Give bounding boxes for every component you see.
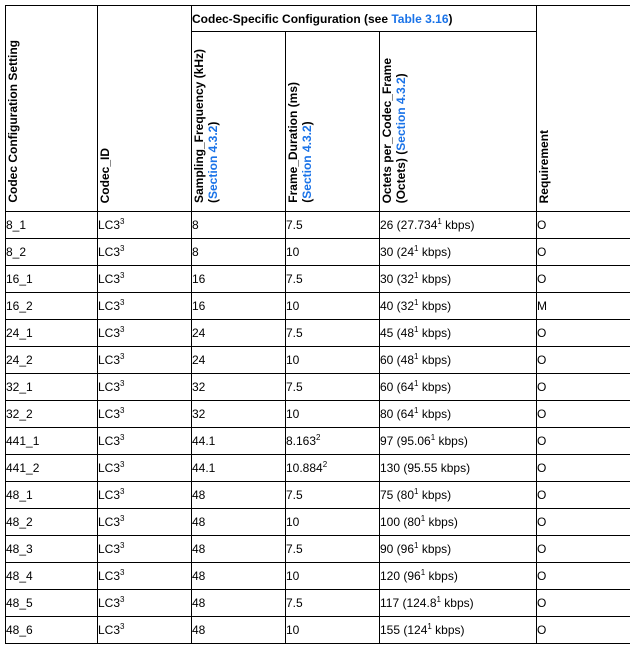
octets-value: 30 (24 xyxy=(380,245,415,259)
setting-value: 48_3 xyxy=(6,542,33,556)
frame-value: 10 xyxy=(286,569,300,583)
octets-footnote: 1 xyxy=(414,406,419,415)
octets-value: 90 (96 xyxy=(380,542,415,556)
cell-codec-id xyxy=(98,455,192,482)
header-requirement xyxy=(537,6,630,212)
freq-value: 8 xyxy=(192,218,199,232)
codec-footnote: 3 xyxy=(120,433,125,442)
octets-value: 75 (80 xyxy=(380,488,415,502)
requirement-value: O xyxy=(537,218,547,232)
frame-value: 7.5 xyxy=(286,542,303,556)
table-row xyxy=(6,455,630,482)
cell-frame-duration xyxy=(286,617,380,644)
octets-suffix: kbps) xyxy=(418,299,452,313)
sampling-ref-close: ) xyxy=(206,121,220,126)
octets-footnote: 1 xyxy=(414,325,419,334)
requirement-value: O xyxy=(537,272,547,286)
octets-footnote: 1 xyxy=(414,271,419,280)
cell-setting xyxy=(6,617,98,644)
cell-setting xyxy=(6,347,98,374)
cell-frame-duration xyxy=(286,347,380,374)
setting-value: 8_1 xyxy=(6,218,27,232)
requirement-value: O xyxy=(537,542,547,556)
octets-footnote: 1 xyxy=(437,217,442,226)
codec-value: LC3 xyxy=(98,299,121,313)
codec-footnote: 3 xyxy=(120,298,125,307)
octets-value: 40 (32 xyxy=(380,299,415,313)
codec-value: LC3 xyxy=(98,353,121,367)
setting-value: 24_1 xyxy=(6,326,33,340)
table-row xyxy=(6,401,630,428)
octets-value: 30 (32 xyxy=(380,272,415,286)
requirement-value: O xyxy=(537,461,547,475)
frame-value: 10.884 xyxy=(286,461,323,475)
freq-value: 32 xyxy=(192,407,206,421)
octets-suffix: kbps) xyxy=(418,245,452,259)
cell-requirement xyxy=(537,320,630,347)
cell-requirement xyxy=(537,239,630,266)
freq-value: 24 xyxy=(192,353,206,367)
header-octets-text: Octets per_Codec_Frame xyxy=(380,57,394,203)
table-row xyxy=(6,320,630,347)
cell-setting xyxy=(6,320,98,347)
cell-setting xyxy=(6,536,98,563)
cell-codec-id xyxy=(98,293,192,320)
frame-value: 8.163 xyxy=(286,434,317,448)
table-row xyxy=(6,590,630,617)
setting-value: 16_1 xyxy=(6,272,33,286)
cell-octets xyxy=(380,428,537,455)
cell-octets xyxy=(380,347,537,374)
header-sampling-frequency xyxy=(192,32,286,212)
cell-codec-id xyxy=(98,590,192,617)
freq-value: 48 xyxy=(192,542,206,556)
cell-octets xyxy=(380,590,537,617)
frame-ref-open: ( xyxy=(300,199,314,203)
frame-footnote: 2 xyxy=(316,433,321,442)
frame-value: 7.5 xyxy=(286,326,303,340)
cell-frame-duration xyxy=(286,509,380,536)
cell-requirement xyxy=(537,509,630,536)
octets-suffix: kbps) xyxy=(418,488,452,502)
freq-value: 16 xyxy=(192,299,206,313)
setting-value: 48_5 xyxy=(6,596,33,610)
codec-footnote: 3 xyxy=(120,541,125,550)
codec-configuration-table xyxy=(5,5,630,644)
freq-value: 8 xyxy=(192,245,199,259)
table-row xyxy=(6,482,630,509)
codec-value: LC3 xyxy=(98,245,121,259)
header-codec-specific-configuration xyxy=(192,6,537,32)
octets-ref-close: ) xyxy=(394,72,408,77)
setting-value: 24_2 xyxy=(6,353,33,367)
octets-footnote: 1 xyxy=(420,514,426,523)
cell-codec-id xyxy=(98,428,192,455)
requirement-value: O xyxy=(537,380,547,394)
codec-value: LC3 xyxy=(98,218,121,232)
table-row xyxy=(6,347,630,374)
cell-setting xyxy=(6,563,98,590)
setting-value: 441_1 xyxy=(6,434,40,448)
cell-setting xyxy=(6,455,98,482)
codec-value: LC3 xyxy=(98,434,121,448)
cell-frame-duration xyxy=(286,428,380,455)
codec-footnote: 3 xyxy=(120,244,125,253)
codec-value: LC3 xyxy=(98,488,121,502)
cell-octets xyxy=(380,401,537,428)
codec-footnote: 3 xyxy=(120,379,125,388)
cell-octets xyxy=(380,482,537,509)
requirement-value: O xyxy=(537,353,547,367)
octets-suffix: kbps) xyxy=(418,380,452,394)
cell-codec-id xyxy=(98,536,192,563)
frame-value: 7.5 xyxy=(286,272,303,286)
cell-octets xyxy=(380,266,537,293)
codec-footnote: 3 xyxy=(120,514,125,523)
codec-value: LC3 xyxy=(98,326,121,340)
requirement-value: O xyxy=(537,488,547,502)
frame-value: 10 xyxy=(286,515,300,529)
codec-footnote: 3 xyxy=(120,352,125,361)
octets-value: 45 (48 xyxy=(380,326,415,340)
octets-suffix: kbps) xyxy=(440,596,474,610)
table-body xyxy=(6,212,630,644)
codec-value: LC3 xyxy=(98,272,121,286)
cell-sampling-frequency xyxy=(192,266,286,293)
setting-value: 8_2 xyxy=(6,245,27,259)
freq-value: 48 xyxy=(192,596,206,610)
octets-value: 100 (80 xyxy=(380,515,421,529)
octets-suffix: kbps) xyxy=(418,272,452,286)
octets-suffix: kbps) xyxy=(425,515,458,529)
cell-codec-id xyxy=(98,563,192,590)
setting-value: 48_6 xyxy=(6,623,33,637)
cell-sampling-frequency xyxy=(192,536,286,563)
table-row xyxy=(6,428,630,455)
octets-section-link[interactable]: Section 4.3.2 xyxy=(394,76,408,151)
freq-value: 48 xyxy=(192,515,206,529)
codec-footnote: 3 xyxy=(120,325,125,334)
octets-value: 117 (124.8 xyxy=(380,596,437,610)
cell-frame-duration xyxy=(286,536,380,563)
frame-value: 7.5 xyxy=(286,488,303,502)
cell-sampling-frequency xyxy=(192,239,286,266)
header-requirement-text: Requirement xyxy=(537,129,552,203)
cell-sampling-frequency xyxy=(192,563,286,590)
cell-octets xyxy=(380,617,537,644)
frame-value: 7.5 xyxy=(286,218,303,232)
freq-value: 48 xyxy=(192,623,206,637)
freq-value: 44.1 xyxy=(192,434,216,448)
octets-value: 60 (64 xyxy=(380,380,415,394)
octets-footnote: 1 xyxy=(420,568,426,577)
cell-sampling-frequency xyxy=(192,482,286,509)
table-row xyxy=(6,374,630,401)
octets-value: 130 (95.55 kbps) xyxy=(380,461,471,475)
cell-codec-id xyxy=(98,374,192,401)
octets-line2-prefix: (Octets) ( xyxy=(394,150,408,203)
cell-codec-id xyxy=(98,401,192,428)
octets-footnote: 1 xyxy=(427,622,432,631)
cell-requirement xyxy=(537,347,630,374)
cell-frame-duration xyxy=(286,212,380,239)
codec-value: LC3 xyxy=(98,623,121,637)
group-prefix: Codec-Specific Configuration (see xyxy=(192,11,392,26)
cell-setting xyxy=(6,482,98,509)
cell-requirement xyxy=(537,482,630,509)
octets-footnote: 1 xyxy=(414,352,419,361)
freq-value: 32 xyxy=(192,380,206,394)
codec-value: LC3 xyxy=(98,515,121,529)
codec-value: LC3 xyxy=(98,542,121,556)
sampling-ref-open: ( xyxy=(206,199,220,203)
frame-value: 10 xyxy=(286,353,300,367)
codec-footnote: 3 xyxy=(120,406,125,415)
cell-setting xyxy=(6,239,98,266)
octets-suffix: kbps) xyxy=(431,623,465,637)
octets-footnote: 1 xyxy=(414,298,419,307)
octets-suffix: kbps) xyxy=(418,326,452,340)
cell-frame-duration xyxy=(286,320,380,347)
freq-value: 24 xyxy=(192,326,206,340)
frame-value: 10 xyxy=(286,299,300,313)
cell-requirement xyxy=(537,401,630,428)
cell-codec-id xyxy=(98,482,192,509)
requirement-value: O xyxy=(537,245,547,259)
codec-value: LC3 xyxy=(98,569,121,583)
cell-codec-id xyxy=(98,239,192,266)
freq-value: 48 xyxy=(192,569,206,583)
header-setting xyxy=(6,6,98,212)
header-codec-id xyxy=(98,6,192,212)
freq-value: 16 xyxy=(192,272,206,286)
cell-codec-id xyxy=(98,617,192,644)
setting-value: 48_1 xyxy=(6,488,33,502)
cell-setting xyxy=(6,212,98,239)
cell-frame-duration xyxy=(286,455,380,482)
table-row xyxy=(6,266,630,293)
setting-value: 48_4 xyxy=(6,569,33,583)
header-frame-duration xyxy=(286,32,380,212)
frame-value: 7.5 xyxy=(286,596,303,610)
requirement-value: M xyxy=(537,299,548,313)
table-row xyxy=(6,509,630,536)
cell-codec-id xyxy=(98,266,192,293)
cell-sampling-frequency xyxy=(192,590,286,617)
table-3-16-link[interactable]: Table 3.16 xyxy=(391,11,449,26)
table-row xyxy=(6,239,630,266)
cell-codec-id xyxy=(98,347,192,374)
frame-footnote: 2 xyxy=(322,460,328,469)
cell-octets xyxy=(380,374,537,401)
octets-value: 155 (124 xyxy=(380,623,428,637)
codec-footnote: 3 xyxy=(120,217,125,226)
codec-footnote: 3 xyxy=(120,568,125,577)
codec-value: LC3 xyxy=(98,596,121,610)
table-row xyxy=(6,536,630,563)
requirement-value: O xyxy=(537,623,547,637)
octets-suffix: kbps) xyxy=(441,218,475,232)
requirement-value: O xyxy=(537,569,547,583)
setting-value: 441_2 xyxy=(6,461,40,475)
codec-footnote: 3 xyxy=(120,595,125,604)
octets-value: 26 (27.734 xyxy=(380,218,438,232)
requirement-value: O xyxy=(537,515,547,529)
cell-sampling-frequency xyxy=(192,212,286,239)
frame-value: 10 xyxy=(286,623,300,637)
octets-suffix: kbps) xyxy=(425,569,458,583)
cell-sampling-frequency xyxy=(192,509,286,536)
cell-octets xyxy=(380,320,537,347)
octets-footnote: 1 xyxy=(414,487,419,496)
cell-octets xyxy=(380,563,537,590)
cell-sampling-frequency xyxy=(192,293,286,320)
cell-setting xyxy=(6,266,98,293)
codec-footnote: 3 xyxy=(120,487,125,496)
requirement-value: O xyxy=(537,407,547,421)
setting-value: 32_1 xyxy=(6,380,33,394)
cell-codec-id xyxy=(98,320,192,347)
cell-setting xyxy=(6,374,98,401)
octets-footnote: 1 xyxy=(430,433,436,442)
cell-octets xyxy=(380,293,537,320)
table-row xyxy=(6,212,630,239)
cell-requirement xyxy=(537,428,630,455)
frame-value: 10 xyxy=(286,245,300,259)
cell-setting xyxy=(6,509,98,536)
cell-sampling-frequency xyxy=(192,347,286,374)
frame-value: 7.5 xyxy=(286,380,303,394)
setting-value: 32_2 xyxy=(6,407,33,421)
cell-sampling-frequency xyxy=(192,320,286,347)
header-frame-text: Frame_Duration (ms) xyxy=(286,82,300,203)
cell-frame-duration xyxy=(286,374,380,401)
cell-frame-duration xyxy=(286,239,380,266)
group-suffix: ) xyxy=(448,11,453,26)
freq-value: 44.1 xyxy=(192,461,216,475)
codec-value: LC3 xyxy=(98,407,121,421)
cell-sampling-frequency xyxy=(192,428,286,455)
table-row xyxy=(6,617,630,644)
cell-octets xyxy=(380,509,537,536)
cell-frame-duration xyxy=(286,266,380,293)
sampling-section-link[interactable]: Section 4.3.2 xyxy=(206,125,220,199)
cell-sampling-frequency xyxy=(192,617,286,644)
cell-requirement xyxy=(537,266,630,293)
cell-setting xyxy=(6,590,98,617)
requirement-value: O xyxy=(537,434,547,448)
header-codec-id-text: Codec_ID xyxy=(98,147,112,203)
header-setting-text: Codec Configuration Setting xyxy=(6,40,20,203)
codec-footnote: 3 xyxy=(120,622,125,631)
setting-value: 16_2 xyxy=(6,299,33,313)
octets-value: 97 (95.06 xyxy=(380,434,431,448)
cell-requirement xyxy=(537,455,630,482)
cell-frame-duration xyxy=(286,482,380,509)
cell-codec-id xyxy=(98,509,192,536)
cell-requirement xyxy=(537,590,630,617)
octets-footnote: 1 xyxy=(414,541,419,550)
table-row xyxy=(6,293,630,320)
octets-suffix: kbps) xyxy=(418,542,452,556)
cell-octets xyxy=(380,536,537,563)
table-row xyxy=(6,563,630,590)
octets-suffix: kbps) xyxy=(418,353,452,367)
octets-suffix: kbps) xyxy=(418,407,452,421)
requirement-value: O xyxy=(537,596,547,610)
header-sampling-text: Sampling_Frequency (kHz) xyxy=(192,48,206,203)
cell-requirement xyxy=(537,536,630,563)
frame-value: 10 xyxy=(286,407,300,421)
cell-requirement xyxy=(537,374,630,401)
octets-footnote: 1 xyxy=(436,595,441,604)
cell-octets xyxy=(380,455,537,482)
octets-footnote: 1 xyxy=(414,379,419,388)
cell-requirement xyxy=(537,293,630,320)
cell-sampling-frequency xyxy=(192,455,286,482)
octets-footnote: 1 xyxy=(414,244,419,253)
cell-octets xyxy=(380,212,537,239)
cell-frame-duration xyxy=(286,293,380,320)
cell-octets xyxy=(380,239,537,266)
octets-suffix: kbps) xyxy=(435,434,468,448)
cell-requirement xyxy=(537,617,630,644)
cell-frame-duration xyxy=(286,401,380,428)
cell-sampling-frequency xyxy=(192,401,286,428)
cell-setting xyxy=(6,428,98,455)
cell-setting xyxy=(6,401,98,428)
codec-value: LC3 xyxy=(98,461,121,475)
cell-requirement xyxy=(537,212,630,239)
cell-frame-duration xyxy=(286,590,380,617)
octets-value: 120 (96 xyxy=(380,569,421,583)
frame-section-link[interactable]: Section 4.3.2 xyxy=(300,125,314,199)
requirement-value: O xyxy=(537,326,547,340)
codec-footnote: 3 xyxy=(120,460,125,469)
codec-footnote: 3 xyxy=(120,271,125,280)
freq-value: 48 xyxy=(192,488,206,502)
codec-value: LC3 xyxy=(98,380,121,394)
cell-sampling-frequency xyxy=(192,374,286,401)
octets-value: 60 (48 xyxy=(380,353,415,367)
setting-value: 48_2 xyxy=(6,515,33,529)
cell-setting xyxy=(6,293,98,320)
cell-frame-duration xyxy=(286,563,380,590)
cell-codec-id xyxy=(98,212,192,239)
octets-value: 80 (64 xyxy=(380,407,415,421)
header-octets-per-codec-frame xyxy=(380,32,537,212)
cell-requirement xyxy=(537,563,630,590)
frame-ref-close: ) xyxy=(300,121,314,126)
